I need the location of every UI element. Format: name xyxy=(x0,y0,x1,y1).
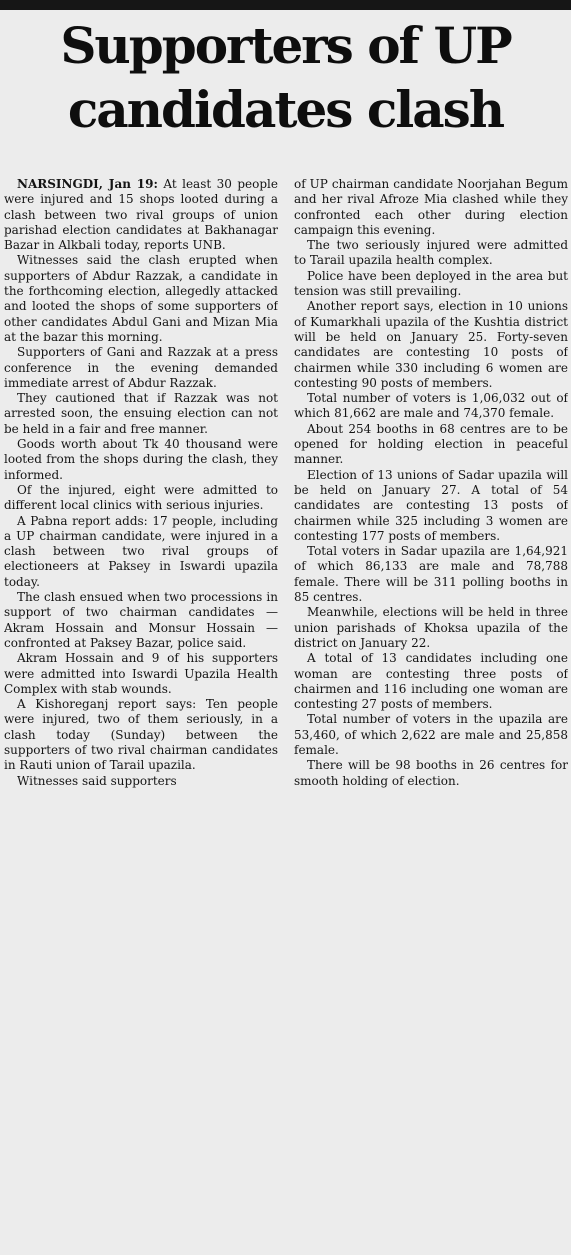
paragraph-text: Another report says, election in 10 unions of Kumarkhali upazila of the Kushtia district will be held on January 25. Forty-seven candidates are contesting 10 posts of chairmen while 330 including 6 women are contesting 90 posts of members. xyxy=(294,299,568,390)
paragraph-text: The two seriously injured were admitted to Tarail upazila health complex. xyxy=(294,238,568,268)
article-body xyxy=(0,177,571,1249)
article-paragraph xyxy=(4,177,278,253)
paragraph-text: Total number of voters is 1,06,032 out of which 81,662 are male and 74,370 female. xyxy=(294,391,568,421)
paragraph-text: of UP chairman candidate Noorjahan Begum and her rival Afroze Mia clashed while they confronted each other during election campaign this evening. xyxy=(294,177,568,237)
article-paragraph xyxy=(294,177,568,238)
paragraph-text: Witnesses said supporters xyxy=(17,773,177,788)
dateline: NARSINGDI, Jan 19: xyxy=(17,177,158,191)
paragraph-text: Total number of voters in the upazila are 53,460, of which 2,622 are male and 25,858 female. xyxy=(294,712,568,757)
paragraph-text: A total of 13 candidates including one woman are contesting three posts of chairmen and 116 including one woman are contesting 27 posts of members. xyxy=(294,651,568,712)
article-paragraph xyxy=(294,605,568,651)
top-rule xyxy=(0,0,571,10)
left-column xyxy=(4,177,278,1249)
article-paragraph xyxy=(4,651,278,697)
paragraph-text: Election of 13 unions of Sadar upazila will be held on January 27. A total of 54 candidates are contesting 13 posts of chairmen while 325 including 3 women are contesting 177 posts of members. xyxy=(294,467,568,543)
paragraph-text: Meanwhile, elections will be held in three union parishads of Khoksa upazila of the district on January 22. xyxy=(294,605,568,650)
article-paragraph xyxy=(294,468,568,544)
article-paragraph xyxy=(4,345,278,391)
article-paragraph xyxy=(294,422,568,468)
paragraph-text: Witnesses said the clash erupted when supporters of Abdur Razzak, a candidate in the forthcoming election, allegedly attacked and looted the shops of some supporters of other candidates Abdul Gani and Mizan Mia at the bazar this morning. xyxy=(4,253,278,344)
article-paragraph xyxy=(4,391,278,437)
paragraph-text: Supporters of Gani and Razzak at a press conference in the evening demanded immediate arrest of Abdur Razzak. xyxy=(4,345,278,390)
paragraph-text: Police have been deployed in the area but tension was still prevailing. xyxy=(294,268,568,299)
article-paragraph xyxy=(294,269,568,300)
article-paragraph xyxy=(4,774,278,789)
article-paragraph xyxy=(294,391,568,422)
paragraph-text: About 254 booths in 68 centres are to be opened for holding election in peaceful manner. xyxy=(294,421,568,467)
paragraph-text: A Pabna report adds: 17 people, including a UP chairman candidate, were injured in a clash between two rival groups of electioneers at Paksey in Iswardi upazila today. xyxy=(4,513,278,589)
article-paragraph xyxy=(294,758,568,789)
paragraph-text: At least 30 people were injured and 15 shops looted during a clash between two rival groups of union parishad election candidates at Bakhanagar Bazar in Alkbali today, reports UNB. xyxy=(4,177,278,253)
paragraph-text: Of the injured, eight were admitted to different local clinics with serious injuries. xyxy=(4,482,278,513)
article-paragraph xyxy=(294,299,568,391)
article-paragraph xyxy=(294,544,568,605)
paragraph-text: Akram Hossain and 9 of his supporters were admitted into Iswardi Upazila Health Complex with stab wounds. xyxy=(4,651,278,696)
headline: Supporters of UP candidates clash xyxy=(60,16,511,139)
article-paragraph xyxy=(4,253,278,345)
article-paragraph xyxy=(294,238,568,269)
article-paragraph xyxy=(4,590,278,651)
article-paragraph xyxy=(4,437,278,483)
article-paragraph xyxy=(294,712,568,758)
paragraph-text: A Kishoreganj report says: Ten people were injured, two of them seriously, in a clash today (Sunday) between the supporters of two rival chairman candidates in Rauti union of Tarail upazila. xyxy=(4,697,278,773)
right-column xyxy=(294,177,568,1249)
article-paragraph xyxy=(4,697,278,773)
article-paragraph xyxy=(4,483,278,514)
paragraph-text: They cautioned that if Razzak was not arrested soon, the ensuing election can not be held in a fair and free manner. xyxy=(4,391,278,436)
paragraph-text: The clash ensued when two processions in support of two chairman candidates — Akram Hossain and Monsur Hossain — confronted at Paksey Bazar, police said. xyxy=(4,590,278,650)
paragraph-text: Goods worth about Tk 40 thousand were looted from the shops during the clash, they informed. xyxy=(4,437,278,482)
paragraph-text: There will be 98 booths in 26 centres for smooth holding of election. xyxy=(294,758,568,788)
article-paragraph xyxy=(294,651,568,712)
article-paragraph xyxy=(4,514,278,590)
paragraph-text: Total voters in Sadar upazila are 1,64,921 of which 86,133 are male and 78,788 female. There will be 311 polling booths in 85 centres. xyxy=(294,544,568,605)
